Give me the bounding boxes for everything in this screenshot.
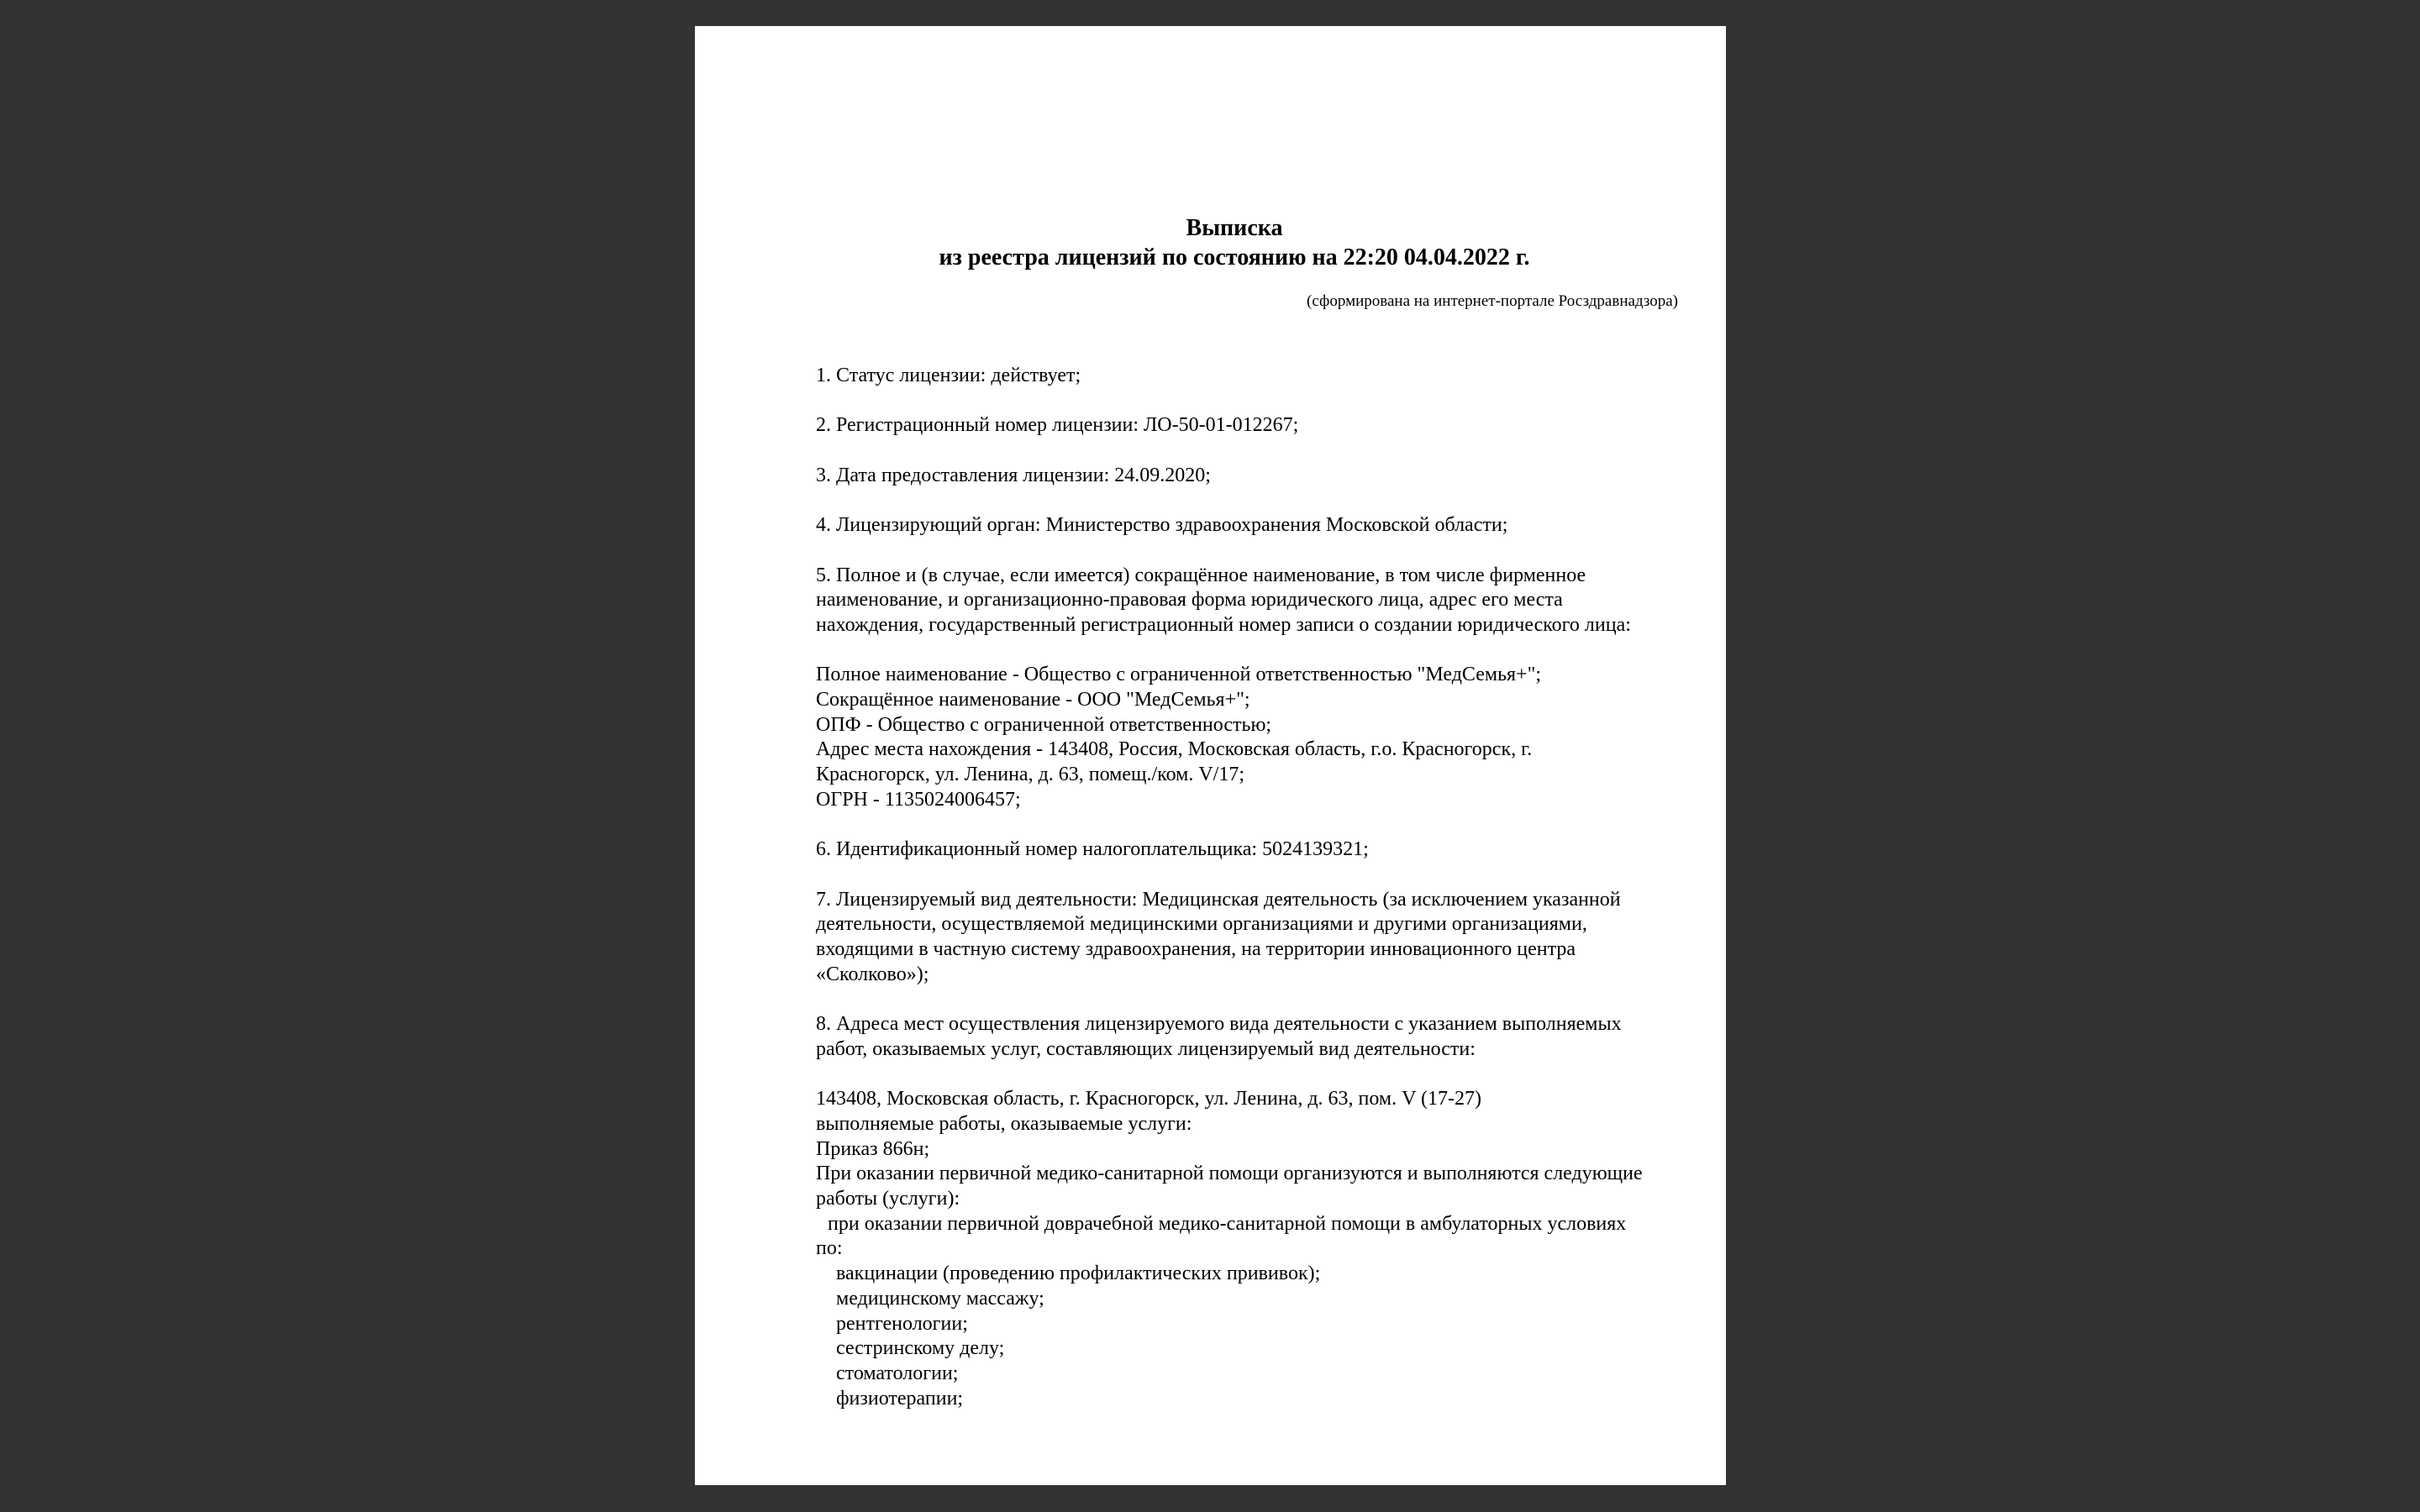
document-page [695, 26, 1726, 1485]
text-line: «Сколково»); [816, 963, 929, 985]
title-line-1: Выписка [1186, 215, 1283, 241]
text-line: ОПФ - Общество с ограниченной ответственностью; [816, 713, 1272, 736]
service-item: физиотерапии; [836, 1387, 964, 1410]
item-addresses [816, 1012, 1678, 1062]
service-item: стоматологии; [836, 1362, 959, 1384]
text-line: Красногорск, ул. Ленина, д. 63, помещ./ком. V/17; [816, 764, 1245, 786]
text-line: Полное наименование - Общество с ограниченной ответственностью "МедСемья+"; [816, 664, 1542, 686]
item-status: 1. Статус лицензии: действует; [816, 365, 1081, 386]
text-line: ОГРН - 1135024006457; [816, 788, 1021, 811]
text-line: наименование, и организационно-правовая форма юридического лица, адрес его места [816, 589, 1563, 612]
text-line: Сокращённое наименование - ООО "МедСемья+"; [816, 689, 1250, 711]
service-item: медицинскому массажу; [836, 1287, 1044, 1310]
text-line: выполняемые работы, оказываемые услуги: [816, 1112, 1192, 1135]
text-line: 7. Лицензируемый вид деятельности: Медицинская деятельность (за исключением указанной [816, 888, 1621, 911]
item-date: 3. Дата предоставления лицензии: 24.09.2020; [816, 464, 1211, 486]
text-line: работы (услуги): [816, 1188, 960, 1210]
text-line: входящими в частную систему здравоохранения, на территории инновационного центра [816, 938, 1576, 961]
service-item: сестринскому делу; [836, 1337, 1005, 1360]
source-note: (сформирована на интернет-портале Росздравнадзора) [1307, 292, 1678, 310]
service-item: рентгенологии; [836, 1312, 968, 1335]
item-reg-number: 2. Регистрационный номер лицензии: ЛО-50-01-012267; [816, 414, 1299, 437]
text-line: 143408, Московская область, г. Красногорск, ул. Ленина, д. 63, пом. V (17-27) [816, 1088, 1481, 1110]
text-line: по: [816, 1237, 843, 1260]
address-services [816, 1087, 1678, 1411]
document-title [816, 213, 1678, 272]
text-line: 8. Адреса мест осуществления лицензируемого вида деятельности с указанием выполняемых [816, 1013, 1622, 1036]
document-body [816, 364, 1678, 1411]
text-line: Приказ 866н; [816, 1137, 930, 1160]
item-name-description [816, 564, 1678, 638]
item-activity [816, 888, 1678, 988]
title-line-2: из реестра лицензий по состоянию на 22:20 04.04.2022 г. [939, 244, 1530, 270]
text-line: При оказании первичной медико-санитарной помощи организуются и выполняются следующие [816, 1163, 1643, 1185]
text-line: работ, оказываемых услуг, составляющих лицензируемый вид деятельности: [816, 1037, 1476, 1060]
text-line: 5. Полное и (в случае, если имеется) сокращённое наименование, в том числе фирменное [816, 564, 1586, 586]
organization-details [816, 663, 1678, 812]
text-line: Адрес места нахождения - 143408, Россия, Московская область, г.о. Красногорск, г. [816, 738, 1533, 761]
text-line: деятельности, осуществляемой медицинскими организациями и другими организациями, [816, 913, 1587, 936]
text-line: при оказании первичной доврачебной медико-санитарной помощи в амбулаторных условиях [828, 1212, 1627, 1235]
item-authority: 4. Лицензирующий орган: Министерство здравоохранения Московской области; [816, 514, 1508, 537]
item-inn: 6. Идентификационный номер налогоплательщика: 5024139321; [816, 838, 1369, 861]
text-line: нахождения, государственный регистрационный номер записи о создании юридического лица: [816, 613, 1631, 636]
service-item: вакцинации (проведению профилактических прививок); [836, 1263, 1321, 1285]
